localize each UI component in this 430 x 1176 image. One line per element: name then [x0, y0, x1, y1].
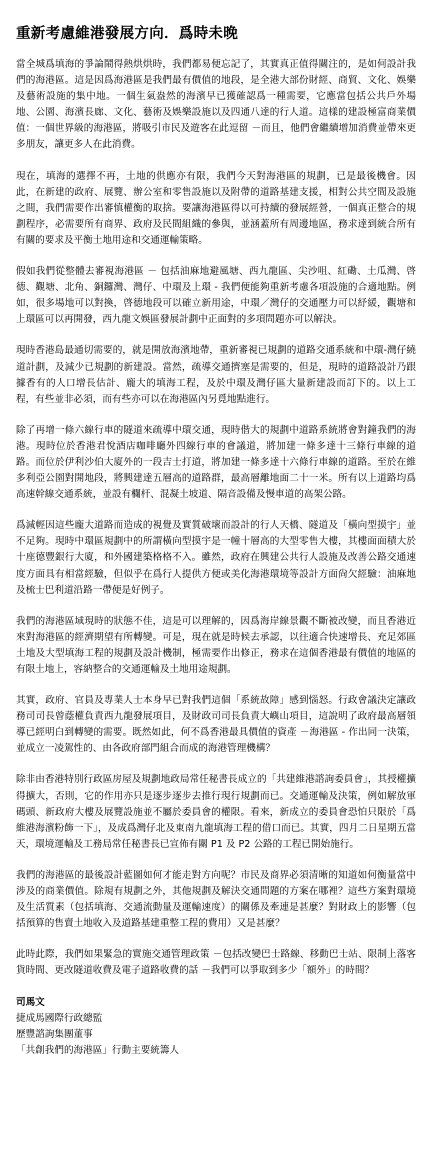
article-paragraph-7: 我們的海港區域現時的狀態不佳，這是可以理解的，因爲海岸線景觀不斷被改變，而且香港近來對海港區的經濟期望有所轉變。可是，現在就是時候去承認，以往適合快速增長、充足郊區土地及大型填海工程的規劃及設計機制，極需要作出修正，務求在這個香港最有價值的地區的有限土地上，容納整合的交通運輸及土地用途規劃。 [16, 615, 416, 675]
article-paragraph-3: 假如我們從整體去審視海港區 － 包括油麻地避風塘、西九龍區、尖沙咀、紅磡、土瓜灣、啓德、觀塘、北角、銅鑼灣、灣仔、中環及上環 - 我們便能夠重新考慮各項設施的合適地點。例如，很多場地可以對換，啓德地段可以確立新用途，中環／灣仔的交通壓力可以紓緩，觀塘和上環區可以再開發，西九龍文娛區發展計劃中正面對的多項問題亦可以解決。 [16, 266, 416, 326]
author-title-3: 「共創我們的海港區」行動主要統籌人 [16, 1044, 180, 1056]
article-paragraph-10: 我們的海港區的最後設計藍圖如何才能走對方向呢？市民及商界必須清晰的知道如何衡量當中涉及的商業價值。除規有規劃之外，其他規劃及解決交通問題的方案在哪裡？這些方案對環境及生活質素（包括填海、交通流動量及運輸速度）的關係及牽連是甚麼？對財政上的影響（包括預算的售賣土地收入及道路基建重整工程的費用）又是甚麼？ [16, 869, 416, 930]
article-paragraph-8: 其實，政府、官員及專業人士本身早已對我們這個「系統故障」感到惱怒。行政會議決定讓政務司司長曾蔭權負責西九龍發展項目，及財政司司長負責大嶼山項目，這說明了政府最高層領導已經明白到轉變的需要。既然如此，何不爲香港最具價值的資產 －海港區 - 作出同一決策，並成立一凌駕性的、由各政府部門組合而成的海港管理機構？ [16, 695, 416, 755]
article-paragraph-2: 現在，填海的選擇不再，土地的供應亦有限，我們今天對海港區的規劃，已是最後機會。因此，在新建的政府、展覽、辦公室和零售設施以及附帶的道路基建支援，相對公共空間及設施之間，我們需要作出審慎權衡的取捨。要讓海港區得以可持續的發展經營，一個真正整合的規劃程序，必需要所有商界、政府及民間組織的參與，並涵蓋所有周邊地區，務求達到統合所有有關的要求及平衡土地用途和交通運輸策略。 [16, 170, 416, 246]
article-paragraph-4: 現時香港島最通切需要的，就是開放海濱地帶，重新審視已規劃的道路交通系統和中環-灣仔繞道計劃，及減少已規劃的新建設。當然，疏導交通擠塞是需要的，但是，現時的道路設計乃跟據香有的人口增長估計、龐大的填海工程，及於中環及灣仔區大量新建設而訂下的。以上工程，有些並非必須，而有些亦可以在海港區內另覓地點進行。 [16, 345, 416, 405]
author-signature [16, 995, 416, 1059]
article-paragraph-6: 爲減輕因這些龐大道路而造成的視覺及實質破壞而設計的行人天橋、隧道及「橫向型摸宇」並不足夠。現時中環區規劃中的所謂橫向型摸宇是一幢十層高的大型零售大樓，其樓面面積大於十座德豐銀行大廈，和外國建築格格不入。雖然，政府在興建公共行人設施及改善公路交通速度方面具有相當經驗，但似乎在爲行人提供方便或美化海港環境等設計方面尙欠經驗：油麻地及梳士巴利道沿路一帶便是好例子。 [16, 520, 416, 596]
author-title-1: 捷成馬國際行政總監 [16, 1012, 103, 1024]
article-title: 重新考慮維港發展方向．爲時未晚 [16, 26, 238, 42]
article-paragraph-5: 除了再增一條六線行車的隧道來疏導中環交通，現時偕大的規劃中道路系統將會對鐘我們的海港。現時位於香港君悅酒店咖啡廳外四線行車的會議道，將加建一條多達十三條行車線的道路。而位於伊利沙伯大廈外的一段吉士打道，將加建一條多達十六條行車線的道路。至於在維多利亞公園對開地段，將興建達五層高的道路群，最高層離地面二十一米。所有以上道路均爲高速幹線交通系統，並設有欄杆、混凝土坡道、隔音設備及慢車道的高架公路。 [16, 424, 416, 501]
author-name: 司馬文 [16, 996, 45, 1008]
article-paragraph-11: 此時此際，我們如果緊急的實施交通管理政策 －包括改變巴士路線、移動巴士站、限制上落客貨時間、更改隧道收費及電子道路收費的話 －我們可以爭取到多少「額外」的時間？ [16, 949, 416, 977]
author-title-2: 歷豐諮詢集團董事 [16, 1028, 93, 1040]
article-paragraph-9: 除非由香港特別行政區房屋及規劃地政局常任秘書長成立的「共建維港諮詢委員會」，其授權擴得擴大，否則，它的作用亦只是逐步逐步去推行現行規劃而已。交通運輸及決策，例如解放軍碼頭、新政府大樓及展覽設施並不屬於委員會的權限。看來，新成立的委員會恐怕只限於「爲維港海濱粉飾一下」，及成爲灣仔北及東南九龍填海工程的借口而已。其實，四月二日星期五當天，環境運輸及工務局常任秘書長已宣佈有關 P1 及 P2 公路的工程已開始施行。 [16, 774, 416, 850]
article-paragraph-1: 當全城爲填海的爭論鬧得熱烘烘時，我們都易便忘記了，其實真正值得關注的，是如何設計我們的海港區。這是因爲海港區是我們最有價值的地段，是全港大部份財經、商貿、文化、娛樂及藝術設施的集中地。一個生氣盎然的海濱早已獲確認爲一種需要，它應當包括公共戶外場地、公園、海濱長廊、文化、藝術及娛樂設施以及四通八達的行人道。這樣的建設極富商業價值：一個世界級的海港區，將吸引市民及遊客在此逗留 －而且，他們會繼續增加消費並帶來更多朋友，讓更多人在此消費。 [16, 59, 416, 151]
